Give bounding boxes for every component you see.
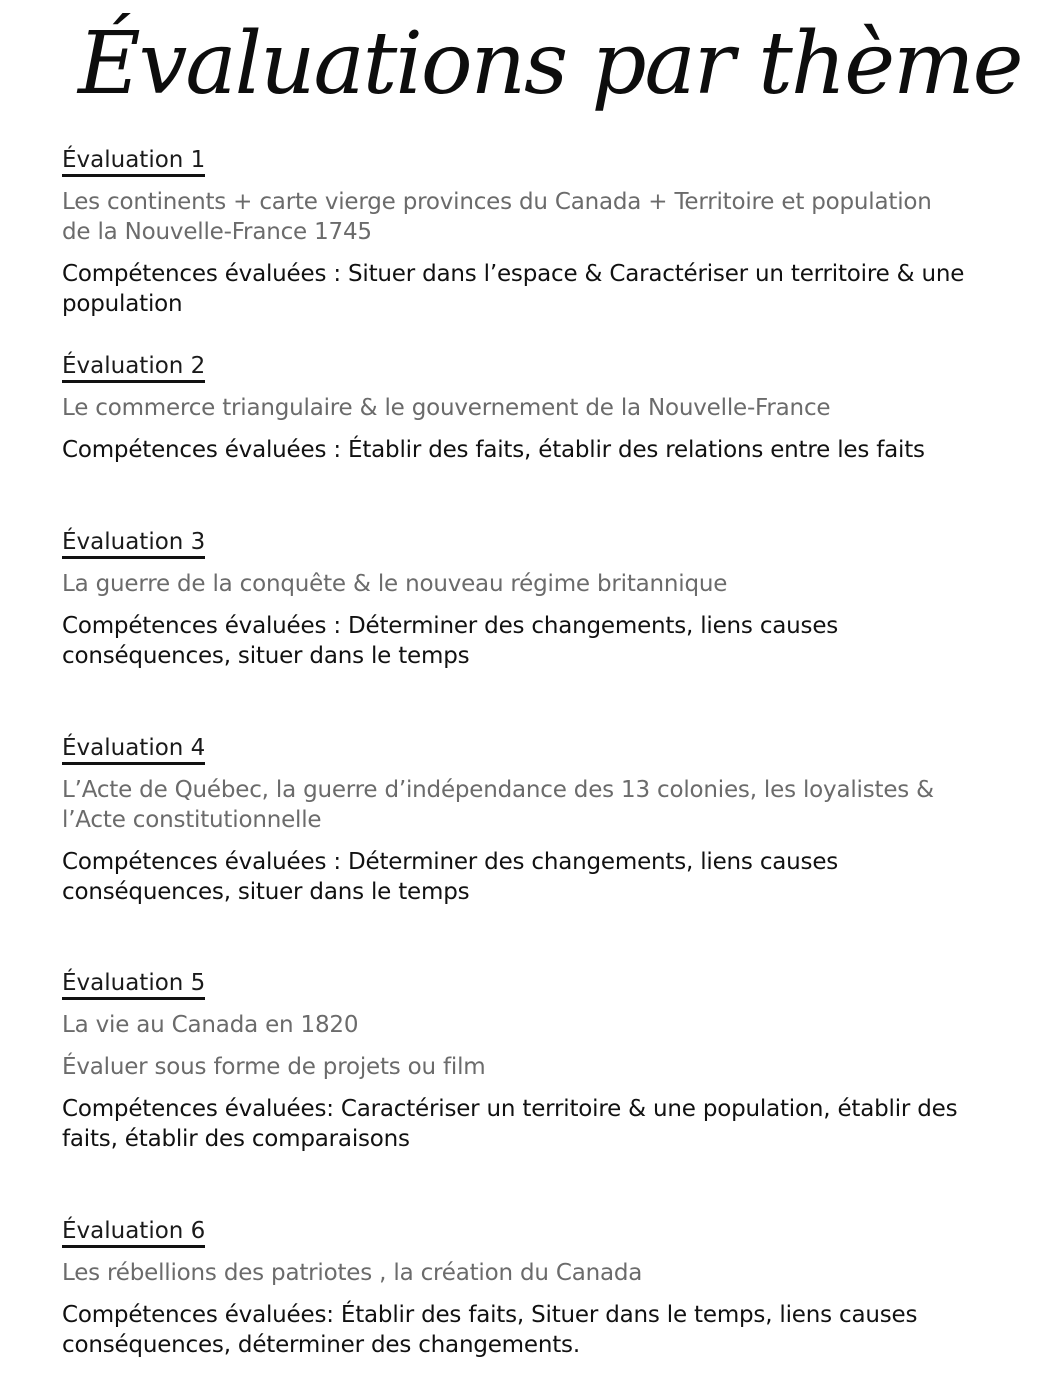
evaluation-section-6 [62,1217,1012,1360]
evaluation-section-4 [62,734,1012,907]
evaluation-competences: Compétences évaluées : Situer dans l’espace & Caractériser un territoire & une population [62,261,965,317]
evaluation-heading: Évaluation 1 [62,146,205,177]
evaluation-description: La vie au Canada en 1820 [62,1012,359,1038]
evaluation-competences: Compétences évaluées : Déterminer des changements, liens causes conséquences, situer dans le temps [62,849,839,905]
evaluation-competences: Compétences évaluées : Déterminer des changements, liens causes conséquences, situer dans le temps [62,613,839,669]
evaluation-description: Le commerce triangulaire & le gouvernement de la Nouvelle-France [62,395,831,421]
evaluation-heading: Évaluation 2 [62,352,205,383]
evaluation-section-1 [62,146,1012,319]
evaluation-heading: Évaluation 3 [62,528,205,559]
evaluation-competences: Compétences évaluées: Établir des faits, Situer dans le temps, liens causes conséquences, déterminer des changements. [62,1302,918,1358]
evaluation-description: Les rébellions des patriotes , la création du Canada [62,1260,643,1286]
evaluation-description: La guerre de la conquête & le nouveau régime britannique [62,571,728,597]
evaluation-heading: Évaluation 4 [62,734,205,765]
evaluation-section-3 [62,528,1012,671]
evaluation-heading: Évaluation 5 [62,969,205,1000]
evaluation-heading: Évaluation 6 [62,1217,205,1248]
evaluation-description-secondary: Évaluer sous forme de projets ou film [62,1054,486,1080]
evaluation-section-5 [62,969,1012,1154]
evaluation-competences: Compétences évaluées: Caractériser un territoire & une population, établir des faits, établir des comparaisons [62,1096,958,1152]
evaluation-description: L’Acte de Québec, la guerre d’indépendance des 13 colonies, les loyalistes & l’Acte constitutionnelle [62,777,934,833]
page-title: Évaluations par thème [78,14,1022,114]
evaluation-competences: Compétences évaluées : Établir des faits, établir des relations entre les faits [62,437,925,463]
evaluation-section-2 [62,352,1012,465]
evaluation-description: Les continents + carte vierge provinces du Canada + Territoire et population de la Nouvelle-France 1745 [62,189,932,245]
